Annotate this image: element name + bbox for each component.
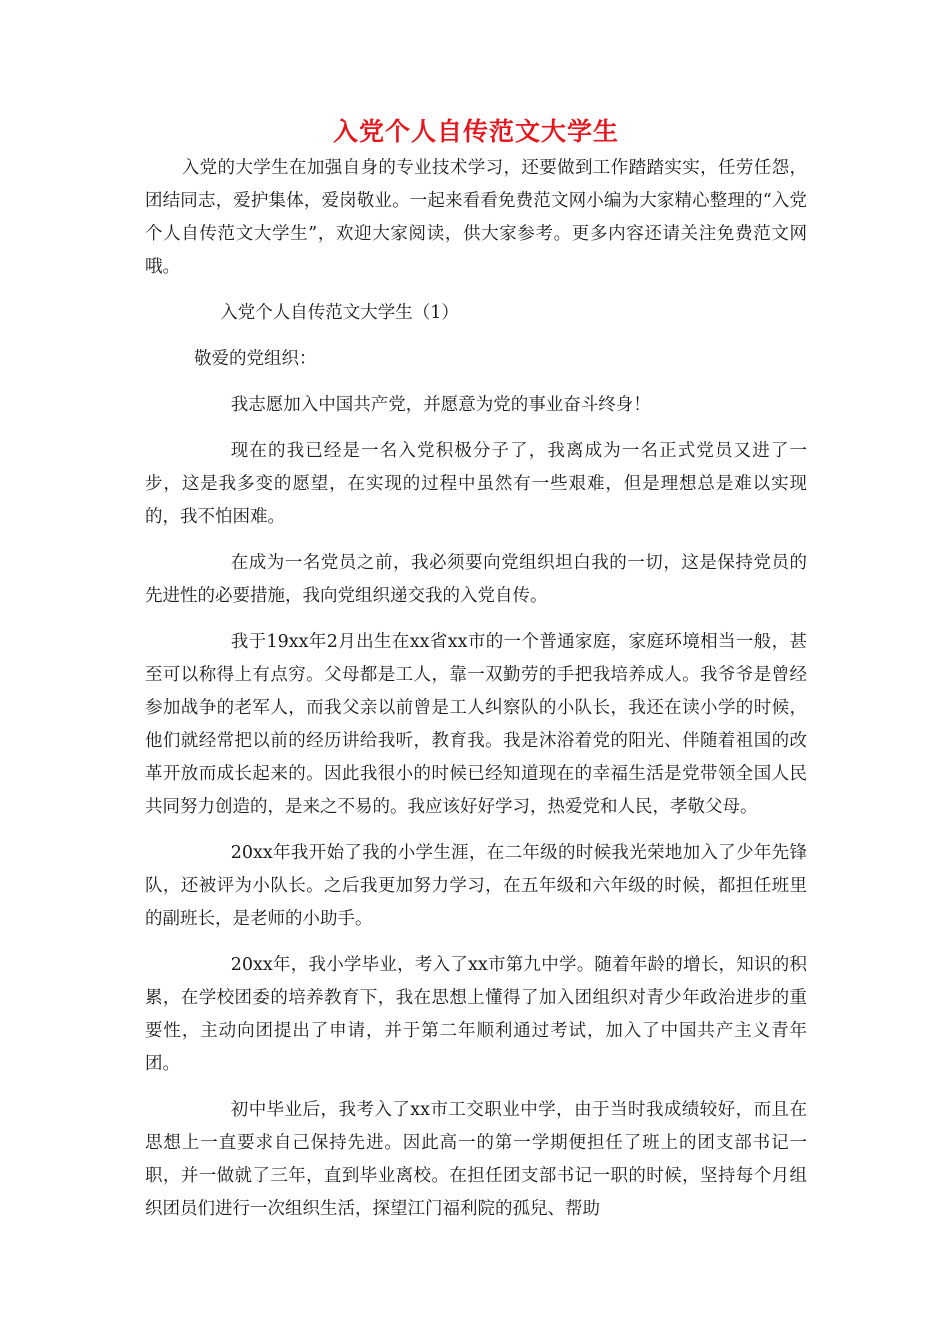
salutation: 敬爱的党组织： bbox=[194, 349, 317, 369]
document-page bbox=[145, 112, 807, 1226]
intro-paragraph: 入党的大学生在加强自身的专业技术学习，还要做到工作踏踏实实，任劳任怨，团结同志，爱护集体，爱岗敬业。一起来看看免费范文网小编为大家精心整理的“入党个人自传范文大学生”，欢迎大家阅读，供大家参考。更多内容还请关注免费范文网哦。 bbox=[145, 158, 807, 277]
body-paragraph: 我志愿加入中国共产党，并愿意为党的事业奋斗终身！ bbox=[230, 395, 651, 415]
body-paragraph: 现在的我已经是一名入党积极分子了，我离成为一名正式党员又进了一步，这是我多变的愿望，在实现的过程中虽然有一些艰难，但是理想总是难以实现的，我不怕困难。 bbox=[145, 441, 807, 527]
body-paragraph: 我于19xx年2月出生在xx省xx市的一个普通家庭，家庭环境相当一般，甚至可以称得上有点穷。父母都是工人，靠一双勤劳的手把我培养成人。我爷爷是曾经参加战争的老军人，而我父亲以前曾是工人纠察队的小队长，我还在读小学的时候，他们就经常把以前的经历讲给我听，教育我。我是沐浴着党的阳光、伴随着祖国的改革开放而成长起来的。因此我很小的时候已经知道现在的幸福生活是党带领全国人民共同努力创造的，是来之不易的。我应该好好学习，热爱党和人民，孝敬父母。 bbox=[145, 632, 807, 817]
body-paragraph: 20xx年我开始了我的小学生涯，在二年级的时候我光荣地加入了少年先锋队，还被评为小队长。之后我更加努力学习，在五年级和六年级的时候，都担任班里的副班长，是老师的小助手。 bbox=[145, 843, 807, 929]
body-paragraph: 在成为一名党员之前，我必须要向党组织坦白我的一切，这是保持党员的先进性的必要措施，我向党组织递交我的入党自传。 bbox=[145, 553, 807, 606]
document-title: 入党个人自传范文大学生 bbox=[332, 117, 619, 146]
body-paragraph: 初中毕业后，我考入了xx市工交职业中学，由于当时我成绩较好，而且在思想上一直要求自己保持先进。因此高一的第一学期便担任了班上的团支部书记一职，并一做就了三年，直到毕业离校。在担任团支部书记一职的时候，坚持每个月组织团员们进行一次组织生活，探望江门福利院的孤兒、帮助 bbox=[145, 1100, 807, 1219]
body-paragraph: 20xx年，我小学毕业，考入了xx市第九中学。随着年龄的增长，知识的积累，在学校团委的培养教育下，我在思想上懂得了加入团组织对青少年政治进步的重要性，主动向团提出了申请，并于第二年顺利通过考试，加入了中国共产主义青年团。 bbox=[145, 955, 807, 1074]
section-heading: 入党个人自传范文大学生（1） bbox=[220, 303, 459, 323]
